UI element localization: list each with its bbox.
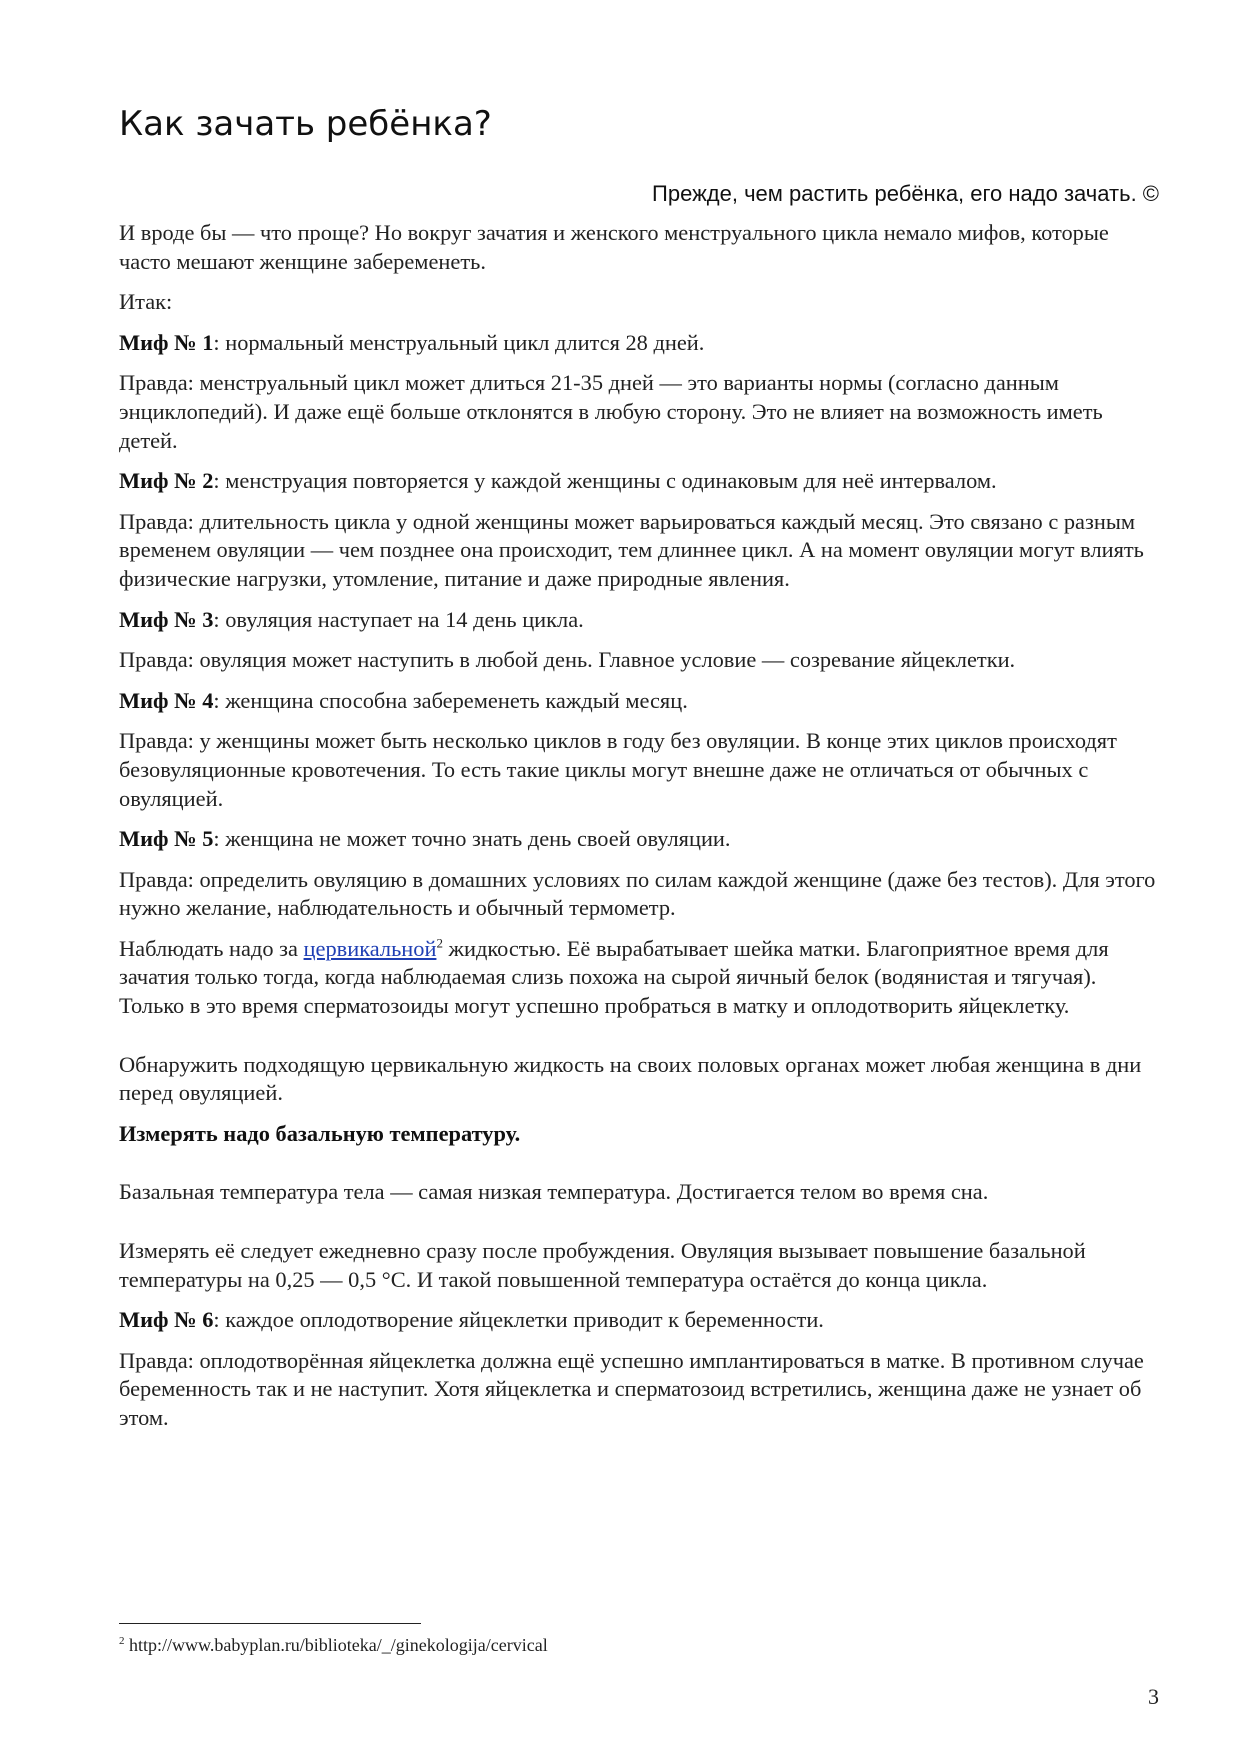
cervical-after: жидкостью. Её вырабатывает шейка матки. Благоприятное время для зачатия только тогда, когда наблюдаемая слизь похожа на сырой яичный белок (водянистая и тягучая). Только в это время сперматозоиды могут успешно пробраться в матку и оплодотворить яйцеклетку. (119, 935, 1109, 1019)
basal-definition-paragraph: Базальная температура тела — самая низкая температура. Достигается телом во время сна. (119, 1179, 989, 1205)
myth-2-label: Миф № 2 (119, 468, 214, 494)
myth-3-paragraph (119, 606, 1159, 635)
truth-4-paragraph: Правда: у женщины может быть несколько циклов в году без овуляции. В конце этих циклов происходят безовуляционные кровотечения. То есть такие циклы могут внешне даже не отличаться от обычных с овуляцией. (119, 728, 1117, 811)
myth-4-paragraph (119, 687, 1159, 716)
cervical-before: Наблюдать надо за (119, 935, 304, 961)
myth-6-paragraph (119, 1306, 1159, 1335)
myth-1-paragraph (119, 329, 1159, 358)
truth-6-paragraph: Правда: оплодотворённая яйцеклетка должна ещё успешно имплантироваться в матке. В противном случае беременность так и не наступит. Хотя яйцеклетка и сперматозоид встретились, женщина даже не узнает об этом. (119, 1347, 1144, 1430)
cervical-paragraph (119, 935, 1159, 1021)
myth-1-claim: : нормальный менструальный цикл длится 28 дней. (213, 329, 705, 355)
myth-2-claim: : менструация повторяется у каждой женщины с одинаковым для неё интервалом. (213, 468, 997, 494)
truth-5-paragraph: Правда: определить овуляцию в домашних условиях по силам каждой женщине (даже без тестов). Для этого нужно желание, наблюдательность и обычный термометр. (119, 866, 1156, 921)
truth-1-paragraph: Правда: менструальный цикл может длиться 21-35 дней — это варианты нормы (согласно данным энциклопедий). И даже ещё больше отклонятся в любую сторону. Это не влияет на возможность иметь детей. (119, 370, 1103, 453)
myth-5-label: Миф № 5 (119, 826, 214, 852)
page-number: 3 (1148, 1684, 1159, 1709)
article-body (119, 219, 1159, 1445)
myth-2-paragraph (119, 467, 1159, 496)
cervical-link[interactable]: цервикальной (303, 935, 437, 961)
myth-1-label: Миф № 1 (119, 329, 214, 355)
myth-3-claim: : овуляция наступает на 14 день цикла. (213, 606, 584, 632)
itak-paragraph: Итак: (119, 289, 173, 315)
footnote (119, 1634, 548, 1656)
epigraph: Прежде, чем растить ребёнка, его надо зачать. © (652, 181, 1159, 206)
basal-measure-paragraph: Измерять её следует ежедневно сразу после пробуждения. Овуляция вызывает повышение базальной температуры на 0,25 — 0,5 °С. И такой повышенной температура остаётся до конца цикла. (119, 1238, 1086, 1292)
myth-5-paragraph (119, 825, 1159, 854)
myth-4-claim: : женщина способна забеременеть каждый месяц. (213, 687, 688, 713)
measure-heading: Измерять надо базальную температуру. (119, 1120, 521, 1146)
myth-4-label: Миф № 4 (119, 687, 214, 713)
myth-6-label: Миф № 6 (119, 1307, 214, 1333)
myth-3-label: Миф № 3 (119, 606, 214, 632)
myth-6-claim: : каждое оплодотворение яйцеклетки приводит к беременности. (213, 1307, 824, 1333)
myth-5-claim: : женщина не может точно знать день своей овуляции. (213, 826, 731, 852)
page-title: Как зачать ребёнка? (119, 104, 492, 144)
truth-2-paragraph: Правда: длительность цикла у одной женщины может варьироваться каждый месяц. Это связано с разным временем овуляции — чем позднее она происходит, тем длиннее цикл. А на момент овуляции могут влиять физические нагрузки, утомление, питание и даже природные явления. (119, 508, 1144, 591)
truth-3-paragraph: Правда: овуляция может наступить в любой день. Главное условие — созревание яйцеклетки. (119, 647, 1016, 673)
footnote-ref[interactable]: 2 (436, 935, 443, 951)
intro-paragraph: И вроде бы — что проще? Но вокруг зачатия и женского менструального цикла немало мифов, которые часто мешают женщине забеременеть. (119, 220, 1109, 274)
footnote-url: http://www.babyplan.ru/biblioteka/_/ginekologija/cervical (124, 1635, 548, 1655)
footnote-divider (119, 1623, 421, 1624)
footnote-number: 2 (119, 1635, 125, 1647)
cervical-detect-paragraph: Обнаружить подходящую цервикальную жидкость на своих половых органах может любая женщина в дни перед овуляцией. (119, 1051, 1142, 1106)
